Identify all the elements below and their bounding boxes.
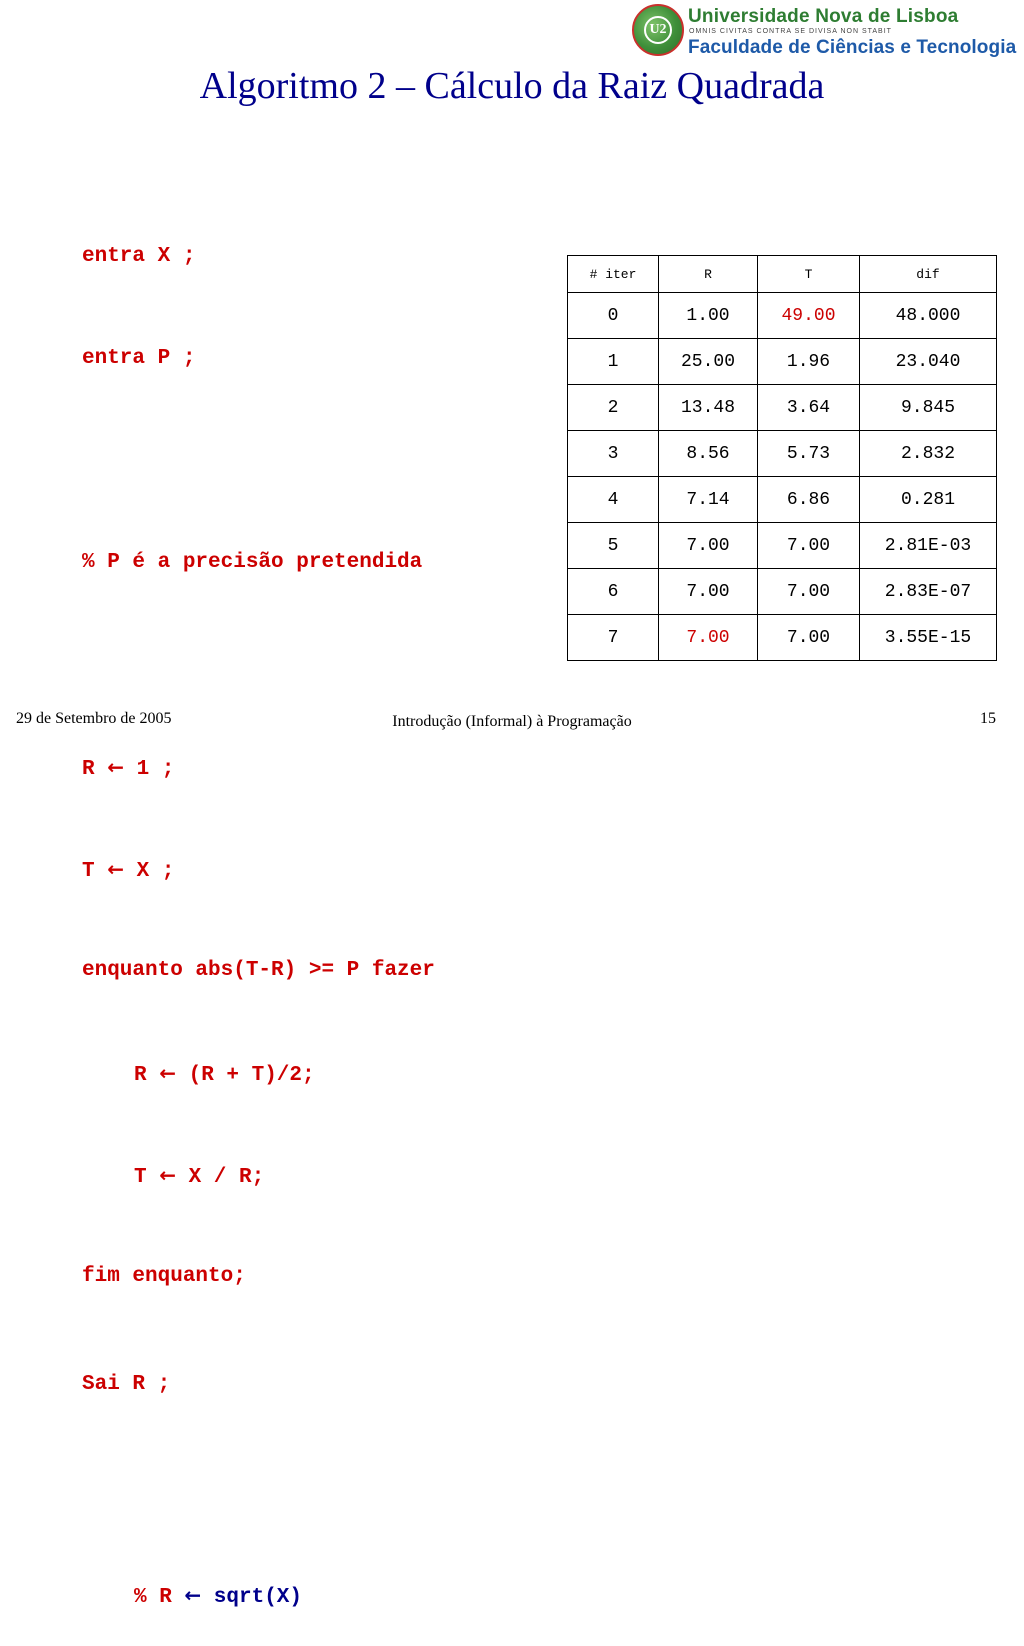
- cell-iter: 2: [568, 385, 659, 431]
- cell-t: 7.00: [758, 569, 860, 615]
- column-header-iter: # iter: [568, 256, 659, 293]
- code-text: T: [134, 1166, 160, 1189]
- code-blank: [82, 1470, 435, 1504]
- footer-course-title: Introdução (Informal) à Programação: [392, 713, 632, 730]
- cell-r: 13.48: [659, 385, 758, 431]
- column-header-r: R: [659, 256, 758, 293]
- code-line-end-while: fim enquanto;: [82, 1265, 246, 1288]
- code-line-update-t: [82, 1158, 435, 1192]
- left-arrow-icon: ←: [159, 1061, 176, 1085]
- left-arrow-icon: ←: [107, 755, 124, 779]
- cell-dif: 2.832: [860, 431, 997, 477]
- cell-iter: 3: [568, 431, 659, 477]
- code-text: X ;: [123, 860, 175, 883]
- footer-date: 29 de Setembro de 2005: [16, 710, 172, 727]
- code-line-1: entra X ;: [82, 245, 196, 268]
- cell-t: 7.00: [758, 615, 860, 661]
- university-motto: OMNIS CIVITAS CONTRA SE DIVISA NON STABIT: [689, 28, 892, 35]
- university-seal-icon: [632, 4, 684, 56]
- code-comment-precision: % P é a precisão pretendida: [82, 551, 423, 574]
- cell-iter: 7: [568, 615, 659, 661]
- code-line-output: Sai R ;: [82, 1373, 171, 1396]
- cell-t-highlight: 49.00: [758, 293, 860, 339]
- cell-t: 3.64: [758, 385, 860, 431]
- table-row: [568, 523, 997, 569]
- table-row: [568, 385, 997, 431]
- cell-iter: 1: [568, 339, 659, 385]
- cell-t: 6.86: [758, 477, 860, 523]
- cell-dif: 48.000: [860, 293, 997, 339]
- cell-dif: 23.040: [860, 339, 997, 385]
- code-text: [184, 1583, 303, 1609]
- code-line-update-r: [82, 1056, 435, 1090]
- seal-text: U2: [644, 16, 672, 44]
- cell-r: 8.56: [659, 431, 758, 477]
- cell-dif: 2.81E-03: [860, 523, 997, 569]
- cell-dif: 0.281: [860, 477, 997, 523]
- cell-iter: 6: [568, 569, 659, 615]
- iteration-table: [567, 255, 997, 661]
- code-text: X / R;: [175, 1166, 265, 1189]
- cell-dif: 2.83E-07: [860, 569, 997, 615]
- university-name: Universidade Nova de Lisboa: [688, 6, 959, 27]
- code-text: sqrt(X): [201, 1586, 303, 1609]
- code-text: T: [82, 860, 108, 883]
- cell-dif: 9.845: [860, 385, 997, 431]
- cell-r: 7.00: [659, 569, 758, 615]
- cell-t: 1.96: [758, 339, 860, 385]
- table-row: [568, 477, 997, 523]
- left-arrow-icon: ←: [159, 1163, 176, 1187]
- cell-r: 1.00: [659, 293, 758, 339]
- table-header-row: [568, 256, 997, 293]
- table-row: [568, 569, 997, 615]
- column-header-dif: dif: [860, 256, 997, 293]
- cell-t: 5.73: [758, 431, 860, 477]
- code-line-while: enquanto abs(T-R) >= P fazer: [82, 959, 435, 982]
- column-header-t: T: [758, 256, 860, 293]
- table-row: [568, 339, 997, 385]
- code-blank: [82, 444, 435, 478]
- slide-number: 15: [980, 710, 996, 727]
- table-row: [568, 615, 997, 661]
- slide-title: Algoritmo 2 – Cálculo da Raiz Quadrada: [199, 65, 825, 107]
- left-arrow-icon: ←: [107, 857, 124, 881]
- code-text: R: [134, 1064, 160, 1087]
- left-arrow-icon: ←: [184, 1583, 202, 1607]
- code-line-2: entra P ;: [82, 347, 196, 370]
- cell-r: 7.14: [659, 477, 758, 523]
- code-text: 1 ;: [123, 758, 175, 781]
- cell-t: 7.00: [758, 523, 860, 569]
- faculty-name: Faculdade de Ciências e Tecnologia: [688, 37, 1017, 58]
- code-text: R: [82, 758, 108, 781]
- algorithm-code: [82, 172, 435, 1646]
- university-logo: [632, 4, 1020, 60]
- cell-r-highlight: 7.00: [659, 615, 758, 661]
- code-comment-sqrt: [82, 1578, 435, 1612]
- cell-dif: 3.55E-15: [860, 615, 997, 661]
- code-text: (R + T)/2;: [175, 1064, 315, 1087]
- code-line-assign-r: [82, 750, 435, 784]
- code-blank: [82, 648, 435, 682]
- cell-iter: 5: [568, 523, 659, 569]
- cell-r: 25.00: [659, 339, 758, 385]
- code-line-assign-t: [82, 852, 435, 886]
- code-text: % R: [134, 1586, 185, 1609]
- cell-iter: 4: [568, 477, 659, 523]
- cell-iter: 0: [568, 293, 659, 339]
- table-row: [568, 293, 997, 339]
- cell-r: 7.00: [659, 523, 758, 569]
- table-row: [568, 431, 997, 477]
